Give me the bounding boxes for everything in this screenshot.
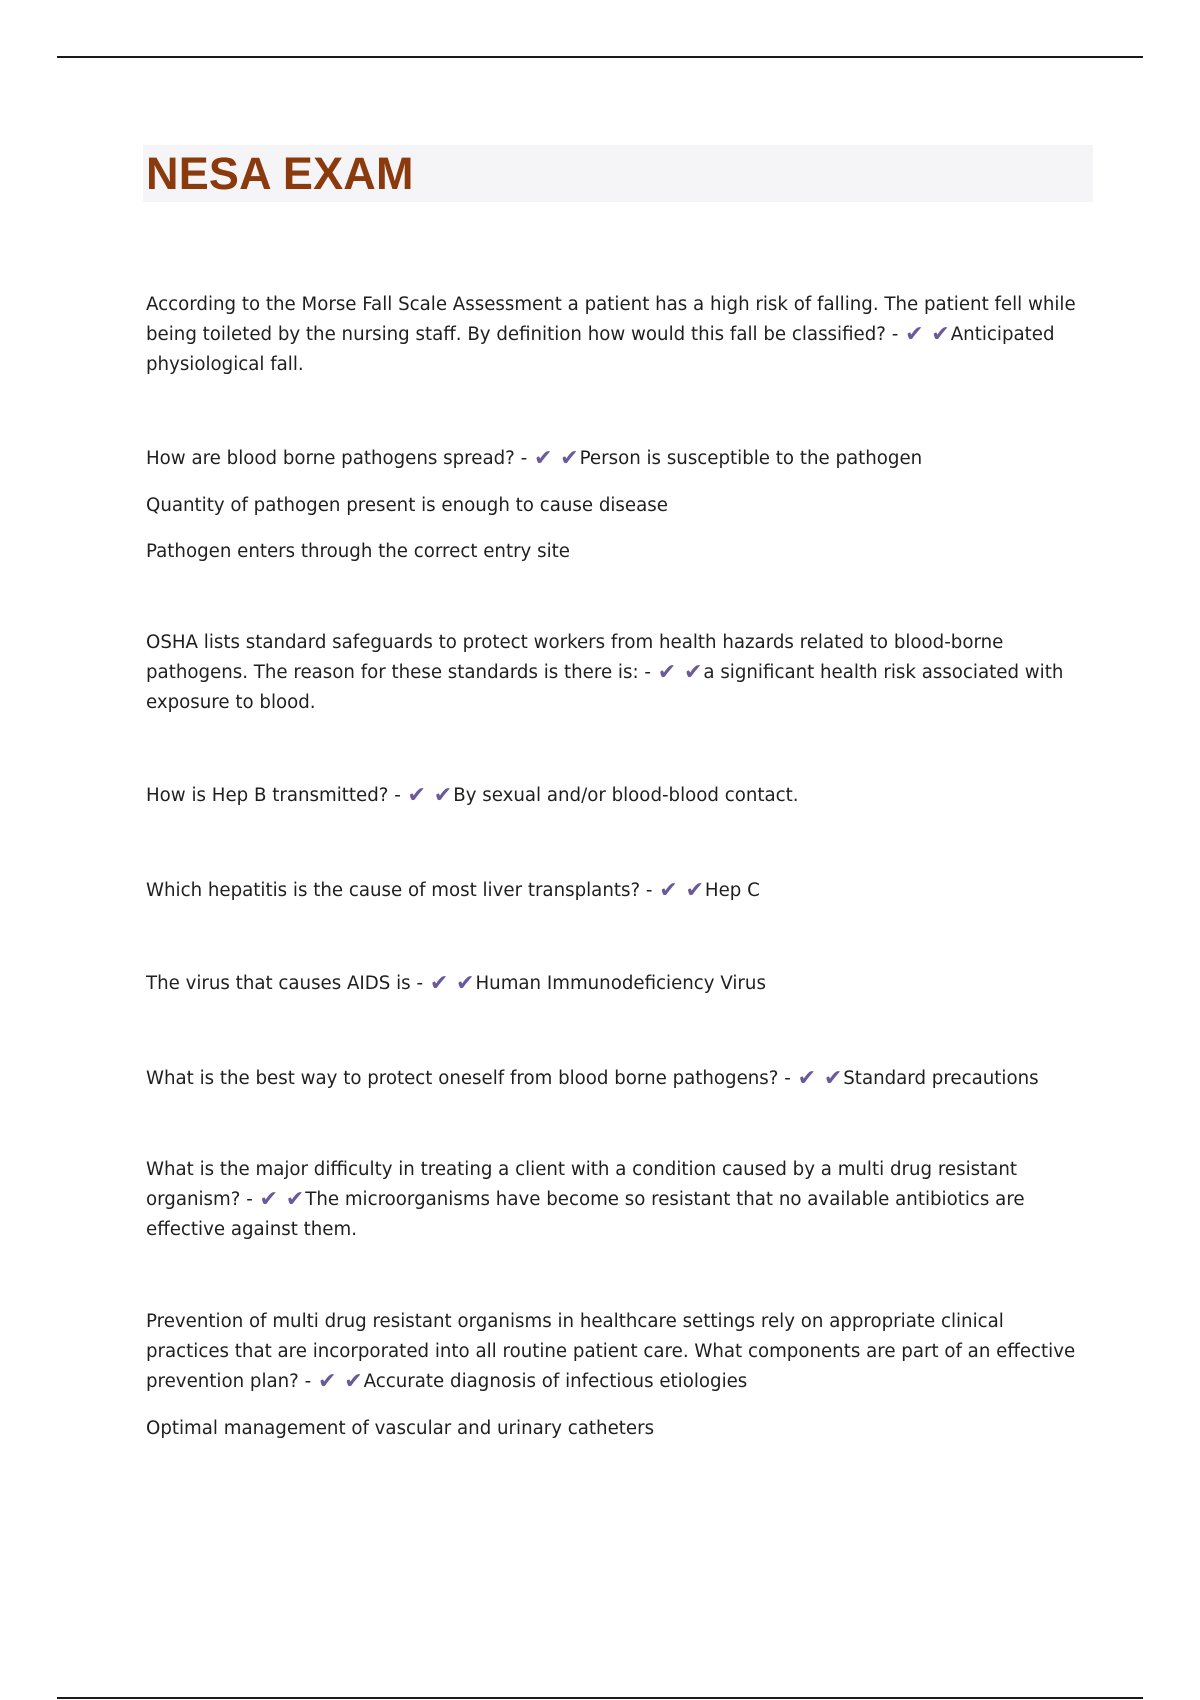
check-icon: ✔ bbox=[931, 322, 950, 347]
question-text: OSHA lists standard safeguards to protect workers from health hazards related to blood-borne pathogens. The reason for these standards is there is: bbox=[146, 632, 1004, 683]
qa-item-hepatitis-transplants bbox=[146, 876, 1091, 906]
question-text: How is Hep B transmitted? bbox=[146, 785, 389, 806]
separator: - bbox=[640, 880, 659, 901]
check-icon: ✔ bbox=[797, 1066, 817, 1091]
check-icon: ✔ bbox=[823, 1066, 843, 1091]
check-icon: ✔ bbox=[429, 971, 449, 996]
question-text: According to the Morse Fall Scale Assessment a patient has a high risk of falling. The patient fell while being toileted by the nursing staff. By definition how would this fall be classified? bbox=[146, 294, 1076, 345]
check-icon: ✔ bbox=[657, 660, 677, 685]
qa-item-protection bbox=[146, 1064, 1091, 1094]
separator: - bbox=[388, 785, 407, 806]
check-icon: ✔ bbox=[285, 1187, 305, 1212]
answer-extra-line: Pathogen enters through the correct entry site bbox=[146, 541, 570, 562]
answer-text: a significant health risk associated with exposure to blood. bbox=[146, 662, 1064, 713]
check-icon: ✔ bbox=[683, 660, 703, 685]
separator: - bbox=[885, 324, 905, 345]
answer-text: Person is susceptible to the pathogen bbox=[579, 448, 923, 469]
answer-text: The microorganisms have become so resistant that no available antibiotics are effective against them. bbox=[146, 1189, 1025, 1240]
qa-item-morse-fall bbox=[146, 290, 1091, 380]
separator: - bbox=[638, 662, 657, 683]
check-icon: ✔ bbox=[407, 783, 426, 808]
answer-extra-line: Optimal management of vascular and urinary catheters bbox=[146, 1418, 655, 1439]
bottom-rule bbox=[57, 1697, 1143, 1699]
check-icon: ✔ bbox=[685, 878, 704, 903]
answer-text: Accurate diagnosis of infectious etiologies bbox=[363, 1371, 748, 1392]
question-text: What is the major difficulty in treating a client with a condition caused by a multi drug resistant organism? bbox=[146, 1159, 1018, 1210]
document-title: NESA EXAM bbox=[146, 148, 414, 199]
qa-item-mdro-difficulty bbox=[146, 1155, 1091, 1245]
separator: - bbox=[240, 1189, 259, 1210]
qa-item-osha bbox=[146, 628, 1091, 718]
separator: - bbox=[298, 1371, 317, 1392]
question-text: How are blood borne pathogens spread? bbox=[146, 448, 515, 469]
answer-text: Anticipated physiological fall. bbox=[146, 324, 1055, 375]
question-text: What is the best way to protect oneself from blood borne pathogens? bbox=[146, 1068, 779, 1089]
answer-text: Standard precautions bbox=[843, 1068, 1039, 1089]
check-icon: ✔ bbox=[433, 783, 453, 808]
question-text: Prevention of multi drug resistant organisms in healthcare settings rely on appropriate clinical practices that are incorporated into all routine patient care. What components are part of an effective prevention plan? bbox=[146, 1311, 1076, 1392]
check-icon: ✔ bbox=[259, 1187, 278, 1212]
check-icon: ✔ bbox=[533, 446, 553, 471]
separator: - bbox=[410, 973, 429, 994]
answer-text: Human Immunodeficiency Virus bbox=[475, 973, 766, 994]
check-icon: ✔ bbox=[317, 1369, 337, 1394]
answer-text: By sexual and/or blood-blood contact. bbox=[453, 785, 799, 806]
qa-item-aids-virus bbox=[146, 969, 1091, 999]
answer-extra-line: Quantity of pathogen present is enough to cause disease bbox=[146, 495, 668, 516]
qa-item-bloodborne-spread bbox=[146, 444, 1091, 474]
check-icon: ✔ bbox=[456, 971, 475, 996]
check-icon: ✔ bbox=[344, 1369, 363, 1394]
separator: - bbox=[778, 1068, 797, 1089]
top-rule bbox=[57, 56, 1143, 58]
question-text: The virus that causes AIDS is bbox=[146, 973, 411, 994]
check-icon: ✔ bbox=[659, 878, 678, 903]
qa-item-mdro-prevention bbox=[146, 1307, 1091, 1397]
question-text: Which hepatitis is the cause of most liver transplants? bbox=[146, 880, 641, 901]
qa-item-hep-b bbox=[146, 781, 1091, 811]
separator: - bbox=[514, 448, 533, 469]
answer-text: Hep C bbox=[704, 880, 760, 901]
check-icon: ✔ bbox=[560, 446, 579, 471]
check-icon: ✔ bbox=[905, 322, 924, 347]
